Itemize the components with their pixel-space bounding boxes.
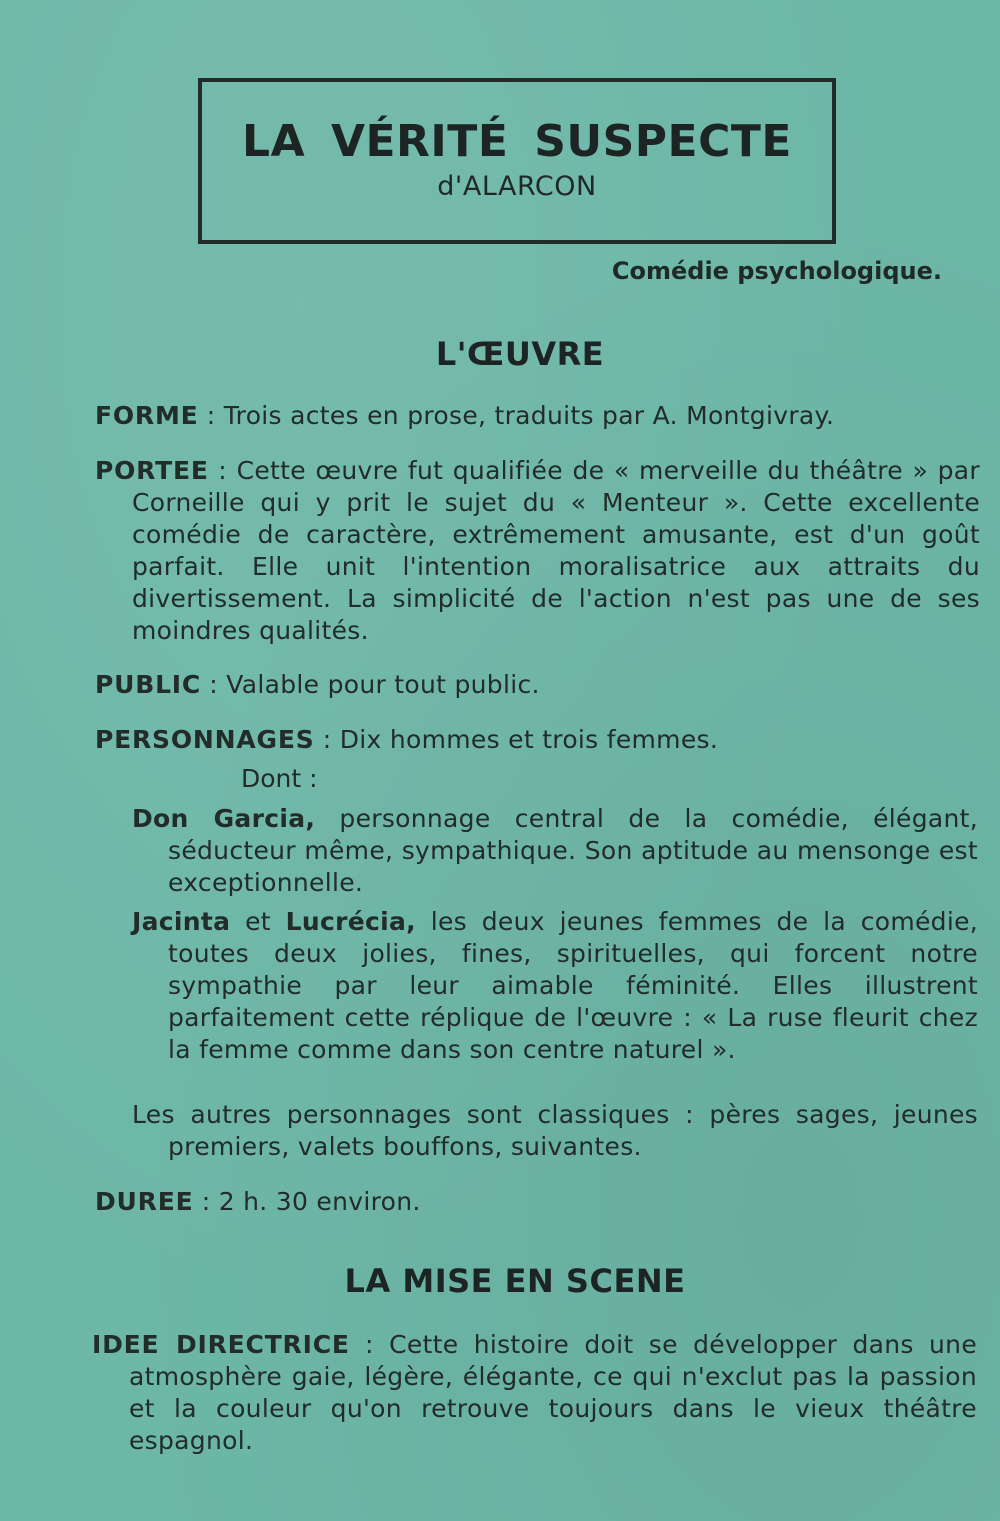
character-name: Jacinta bbox=[132, 907, 231, 936]
entry-forme: FORME : Trois actes en prose, traduits par A. Montgivray. bbox=[95, 401, 835, 430]
genre-label: Comédie psychologique. bbox=[611, 257, 942, 285]
entry-text: Trois actes en prose, traduits par A. Montgivray. bbox=[223, 401, 835, 430]
play-author: d'ALARCON bbox=[437, 171, 597, 202]
other-characters bbox=[132, 1099, 978, 1163]
entry-duree: DUREE : 2 h. 30 environ. bbox=[95, 1187, 421, 1216]
entry-label: PUBLIC bbox=[95, 670, 202, 699]
entry-text: 2 h. 30 environ. bbox=[218, 1187, 421, 1216]
character-garcia bbox=[132, 803, 978, 899]
title-box bbox=[198, 78, 836, 244]
entry-label: PORTEE bbox=[95, 456, 209, 485]
entry-idee-directrice: IDEE DIRECTRICE : Cette histoire doit se développer dans une atmosphère gaie, légère, élégante, ce qui n'exclut pas la passion et la couleur qu'on retrouve toujours dans le vieux théâtre espagnol. bbox=[92, 1330, 978, 1455]
entry-label: FORME bbox=[95, 401, 199, 430]
play-title: LA VÉRITÉ SUSPECTE bbox=[242, 116, 792, 167]
entry-text: Valable pour tout public. bbox=[226, 670, 540, 699]
entry-label: PERSONNAGES bbox=[95, 725, 315, 754]
entry-label: DUREE bbox=[95, 1187, 194, 1216]
connector-text: et bbox=[245, 907, 271, 936]
character-text: les deux jeunes femmes de la comédie, toutes deux jolies, fines, spirituelles, qui forcent notre sympathie par leur aimable féminité. Elles illustrent parfaitement cette réplique de l'œuvre : « La ruse fleurit chez la femme comme dans son centre naturel ». bbox=[168, 907, 979, 1064]
section-heading-oeuvre: L'ŒUVRE bbox=[435, 335, 605, 373]
character-name: Lucrécia, bbox=[285, 907, 416, 936]
character-text: personnage central de la comédie, élégant, séducteur même, sympathique. Son aptitude au mensonge est exceptionnelle. bbox=[168, 804, 978, 897]
dont-label: Dont : bbox=[241, 764, 318, 793]
entry-text: Dix hommes et trois femmes. bbox=[339, 725, 719, 754]
entry-text: Cette œuvre fut qualifiée de « merveille du théâtre » par Corneille qui y prit le sujet du « Menteur ». Cette excellente comédie de caractère, extrêmement amusante, est d'un goût parfait. Elle unit l'intention moralisatrice aux attraits du divertissement. La simplicité de l'action n'est pas une de ses moindres qualités. bbox=[132, 456, 980, 645]
entry-personnages: PERSONNAGES : Dix hommes et trois femmes. bbox=[95, 725, 719, 754]
character-jacinta-lucrecia bbox=[132, 906, 978, 1066]
entry-public: PUBLIC : Valable pour tout public. bbox=[95, 670, 540, 699]
section-heading-mise-en-scene: LA MISE EN SCENE bbox=[344, 1262, 686, 1300]
entry-portee: PORTEE : Cette œuvre fut qualifiée de « merveille du théâtre » par Corneille qui y prit le sujet du « Menteur ». Cette excellente comédie de caractère, extrêmement amusante, est d'un goût parfait. Elle unit l'intention moralisatrice aux attraits du divertissement. La simplicité de l'action n'est pas une de ses moindres qualités. bbox=[95, 456, 980, 645]
character-name: Don Garcia, bbox=[132, 804, 316, 833]
other-characters-text: Les autres personnages sont classiques : pères sages, jeunes premiers, valets bouffons, suivantes. bbox=[132, 1100, 978, 1161]
entry-text: Cette histoire doit se développer dans une atmosphère gaie, légère, élégante, ce qui n'exclut pas la passion et la couleur qu'on retrouve toujours dans le vieux théâtre espagnol. bbox=[129, 1330, 978, 1455]
entry-label: IDEE DIRECTRICE bbox=[92, 1330, 350, 1359]
